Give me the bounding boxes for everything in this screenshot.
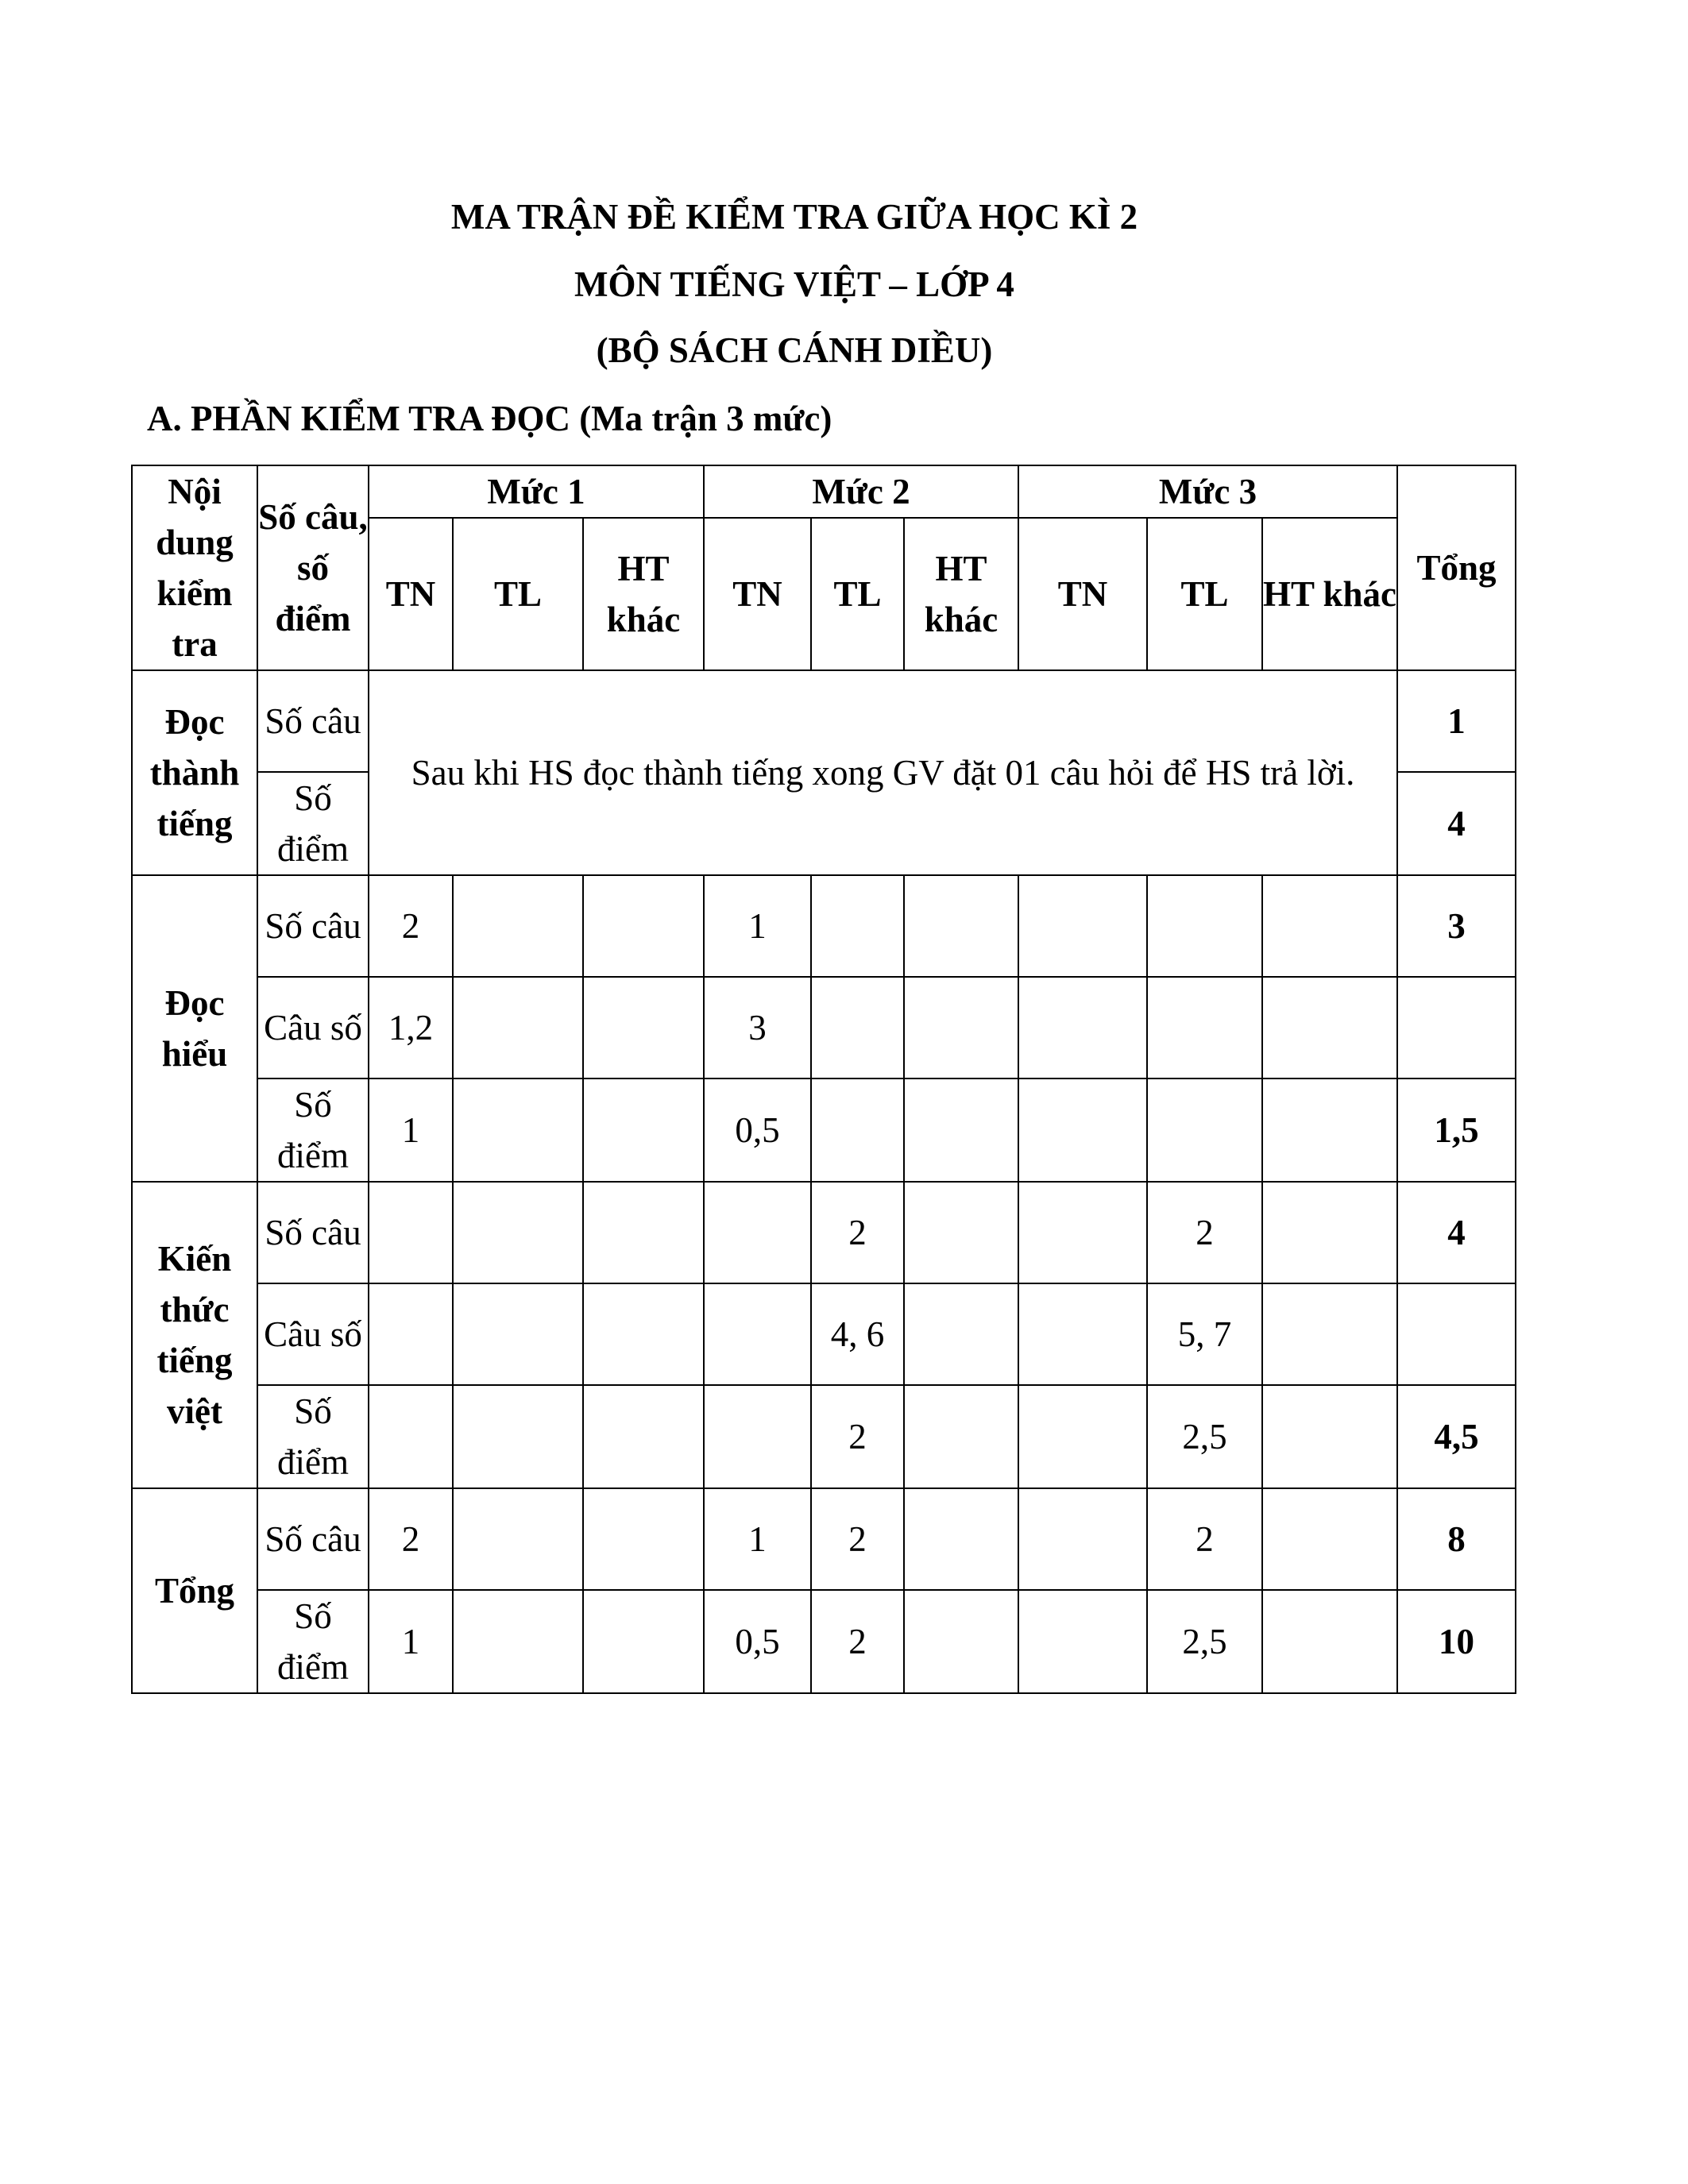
cell-m3-tl [1147, 977, 1262, 1078]
table-row [132, 1488, 1516, 1590]
table-row [132, 670, 1516, 772]
header-row-levels [132, 465, 1516, 518]
row-group-kien-thuc: Kiến thức tiếng việt [132, 1182, 257, 1488]
cell-m2-tn: 3 [704, 977, 811, 1078]
cell-m1-tn [369, 1385, 453, 1488]
total-cell: 1 [1397, 670, 1516, 772]
cell-m2-tn: 1 [704, 1488, 811, 1590]
cell-m1-ht [583, 1182, 704, 1283]
label-so-diem: Số điểm [257, 772, 369, 875]
cell-m3-tl: 2 [1147, 1488, 1262, 1590]
header-m1-tn: TN [369, 518, 453, 670]
header-m1-tl: TL [453, 518, 583, 670]
cell-m3-tn [1018, 977, 1147, 1078]
document-title: MA TRẬN ĐỀ KIỂM TRA GIỮA HỌC KÌ 2 [450, 197, 1138, 237]
header-m3-tl: TL [1147, 518, 1262, 670]
label-so-cau: Số câu [257, 1182, 369, 1283]
cell-m1-ht [583, 977, 704, 1078]
cell-m2-tl: 2 [811, 1488, 904, 1590]
cell-m3-tn [1018, 875, 1147, 977]
assessment-matrix-table [131, 465, 1516, 1694]
header-level-3: Mức 3 [1018, 465, 1397, 518]
cell-m1-tn [369, 1182, 453, 1283]
cell-m1-tl [453, 875, 583, 977]
cell-m2-tl: 2 [811, 1182, 904, 1283]
cell-m2-tn [704, 1182, 811, 1283]
cell-m3-ht [1262, 1590, 1397, 1693]
cell-m1-tl [453, 1182, 583, 1283]
cell-m3-tn [1018, 1385, 1147, 1488]
header-m2-ht: HT khác [904, 518, 1018, 670]
table-row [132, 875, 1516, 977]
cell-m3-ht [1262, 1385, 1397, 1488]
cell-m1-ht [583, 1078, 704, 1182]
cell-m3-ht [1262, 1182, 1397, 1283]
cell-m2-tl [811, 1078, 904, 1182]
cell-m1-ht [583, 1590, 704, 1693]
row-group-doc-thanh-tieng: Đọc thành tiếng [132, 670, 257, 875]
cell-m3-tl: 2 [1147, 1182, 1262, 1283]
table-row [132, 1078, 1516, 1182]
label-so-cau: Số câu [257, 1488, 369, 1590]
label-so-cau: Số câu [257, 670, 369, 772]
cell-m2-ht [904, 977, 1018, 1078]
cell-m2-ht [904, 1182, 1018, 1283]
cell-m3-tl: 2,5 [1147, 1590, 1262, 1693]
label-cau-so: Câu số [257, 977, 369, 1078]
header-m3-ht: HT khác [1262, 518, 1397, 670]
cell-m2-ht [904, 1590, 1018, 1693]
total-cell: 1,5 [1397, 1078, 1516, 1182]
label-so-diem: Số điểm [257, 1385, 369, 1488]
cell-m3-tn [1018, 1283, 1147, 1385]
cell-m2-ht [904, 1078, 1018, 1182]
cell-m1-ht [583, 1385, 704, 1488]
cell-m3-tn [1018, 1488, 1147, 1590]
cell-m3-ht [1262, 1488, 1397, 1590]
header-total: Tổng [1397, 465, 1516, 670]
table-row [132, 1385, 1516, 1488]
cell-m2-ht [904, 1385, 1018, 1488]
label-so-diem: Số điểm [257, 1590, 369, 1693]
total-cell [1397, 977, 1516, 1078]
doc-thanh-tieng-note: Sau khi HS đọc thành tiếng xong GV đặt 01 câu hỏi để HS trả lời. [369, 670, 1397, 875]
cell-m2-tn: 0,5 [704, 1078, 811, 1182]
header-m1-ht: HT khác [583, 518, 704, 670]
cell-m3-ht [1262, 875, 1397, 977]
cell-m3-ht [1262, 1283, 1397, 1385]
label-cau-so: Câu số [257, 1283, 369, 1385]
cell-m1-tl [453, 1078, 583, 1182]
cell-m3-tn [1018, 1590, 1147, 1693]
cell-m2-ht [904, 1488, 1018, 1590]
total-cell: 4 [1397, 1182, 1516, 1283]
cell-m1-ht [583, 875, 704, 977]
cell-m2-tn [704, 1283, 811, 1385]
cell-m2-tn: 0,5 [704, 1590, 811, 1693]
total-cell [1397, 1283, 1516, 1385]
cell-m2-tl: 2 [811, 1590, 904, 1693]
cell-m2-tl [811, 875, 904, 977]
header-m3-tn: TN [1018, 518, 1147, 670]
header-m2-tl: TL [811, 518, 904, 670]
cell-m1-tn: 1 [369, 1590, 453, 1693]
cell-m2-tn: 1 [704, 875, 811, 977]
cell-m2-tl: 2 [811, 1385, 904, 1488]
cell-m2-ht [904, 1283, 1018, 1385]
cell-m1-tn: 1 [369, 1078, 453, 1182]
table-row [132, 1283, 1516, 1385]
cell-m1-tn: 2 [369, 1488, 453, 1590]
total-cell: 8 [1397, 1488, 1516, 1590]
cell-m1-ht [583, 1488, 704, 1590]
cell-m2-tl: 4, 6 [811, 1283, 904, 1385]
cell-m1-tl [453, 1283, 583, 1385]
cell-m1-tl [453, 1488, 583, 1590]
label-so-cau: Số câu [257, 875, 369, 977]
label-so-diem: Số điểm [257, 1078, 369, 1182]
section-title: A. PHẦN KIỂM TRA ĐỌC (Ma trận 3 mức) [147, 399, 832, 438]
total-cell: 10 [1397, 1590, 1516, 1693]
total-cell: 4,5 [1397, 1385, 1516, 1488]
cell-m2-ht [904, 875, 1018, 977]
cell-m1-tl [453, 977, 583, 1078]
cell-m3-tl: 5, 7 [1147, 1283, 1262, 1385]
cell-m2-tn [704, 1385, 811, 1488]
total-cell: 4 [1397, 772, 1516, 875]
table-row [132, 1182, 1516, 1283]
cell-m3-tl [1147, 1078, 1262, 1182]
header-content: Nội dung kiểm tra [132, 465, 257, 670]
cell-m1-tn: 1,2 [369, 977, 453, 1078]
cell-m1-tl [453, 1590, 583, 1693]
cell-m3-tn [1018, 1078, 1147, 1182]
table-row [132, 1590, 1516, 1693]
header-m2-tn: TN [704, 518, 811, 670]
cell-m2-tl [811, 977, 904, 1078]
total-cell: 3 [1397, 875, 1516, 977]
cell-m3-ht [1262, 1078, 1397, 1182]
cell-m1-ht [583, 1283, 704, 1385]
cell-m3-tn [1018, 1182, 1147, 1283]
cell-m1-tn: 2 [369, 875, 453, 977]
header-qty: Số câu, số điểm [257, 465, 369, 670]
row-group-doc-hieu: Đọc hiểu [132, 875, 257, 1182]
cell-m3-tl: 2,5 [1147, 1385, 1262, 1488]
header-level-2: Mức 2 [704, 465, 1018, 518]
cell-m1-tl [453, 1385, 583, 1488]
table-row [132, 977, 1516, 1078]
cell-m1-tn [369, 1283, 453, 1385]
header-level-1: Mức 1 [369, 465, 704, 518]
row-group-tong: Tổng [132, 1488, 257, 1693]
cell-m3-ht [1262, 977, 1397, 1078]
book-series-title: (BỘ SÁCH CÁNH DIỀU) [596, 330, 993, 370]
subject-title: MÔN TIẾNG VIỆT – LỚP 4 [574, 264, 1014, 304]
cell-m3-tl [1147, 875, 1262, 977]
